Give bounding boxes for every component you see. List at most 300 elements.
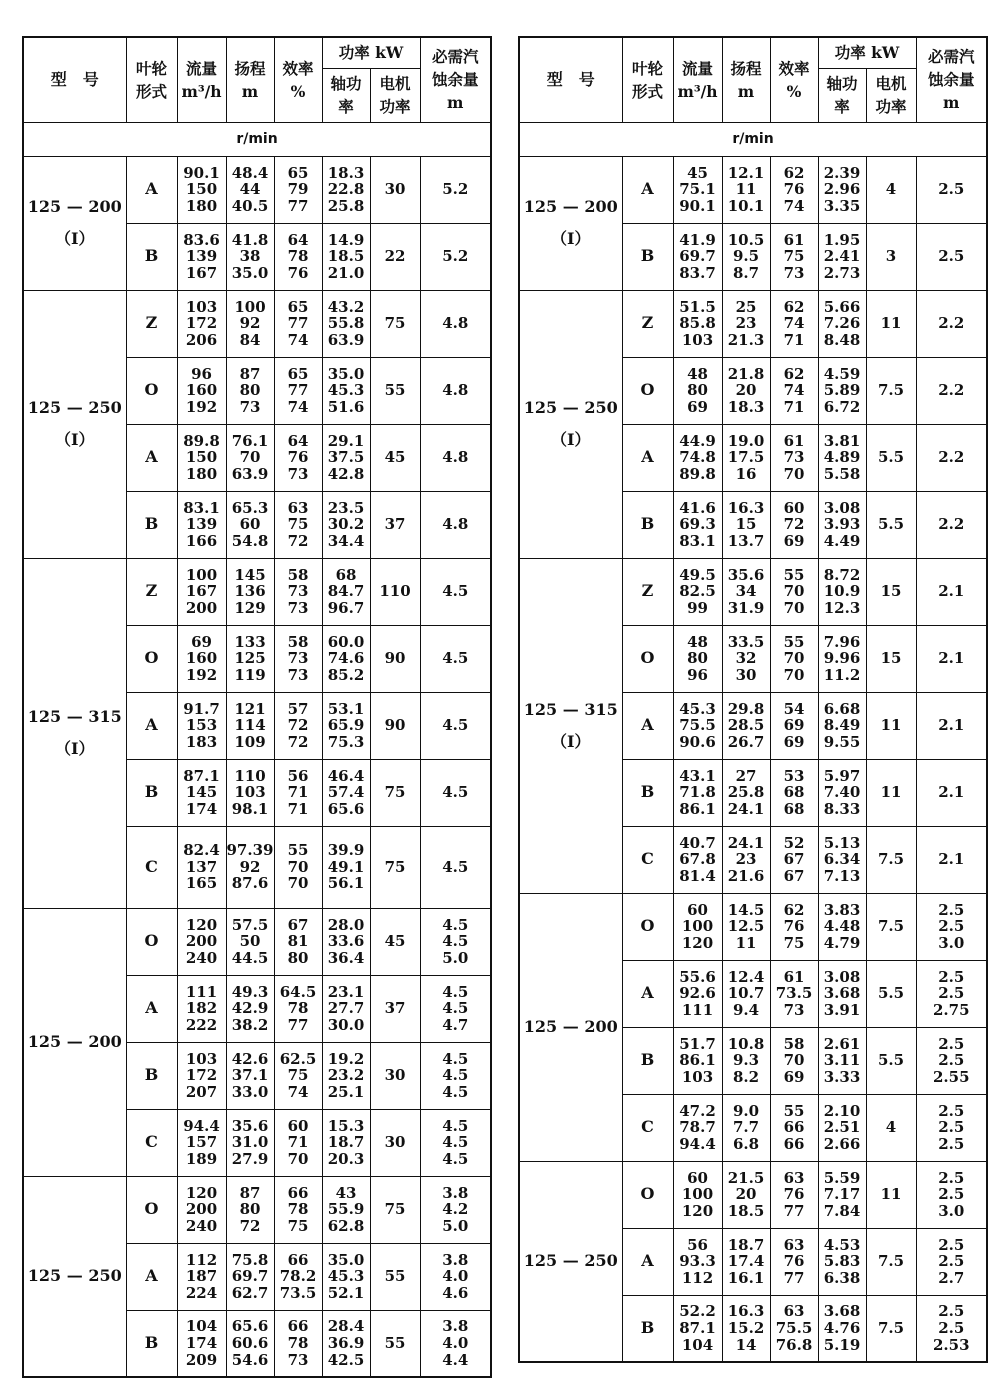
shaft-power-values	[818, 893, 866, 960]
npsh-values	[916, 1161, 987, 1228]
head-value: 12.4	[727, 967, 765, 986]
npsh-values	[916, 223, 987, 290]
flow-value: 69	[191, 632, 212, 651]
impeller-type: A	[126, 692, 177, 759]
impeller-type: O	[126, 625, 177, 692]
npsh-value: 4.0	[442, 1267, 469, 1286]
flow-value: 85.8	[679, 314, 716, 333]
flow-value: 80	[687, 649, 708, 668]
header-npsh-line: 蚀余量	[431, 70, 479, 90]
flow-value: 51.5	[679, 297, 716, 316]
shaft-power-value: 2.96	[823, 180, 861, 199]
npsh-values	[420, 1176, 491, 1243]
motor-power-value: 45	[370, 424, 420, 491]
head-value: 21.3	[727, 330, 765, 349]
flow-value: 94.4	[183, 1116, 220, 1135]
shaft-power-value: 28.4	[327, 1317, 365, 1336]
efficiency-value: 70	[783, 1051, 805, 1070]
flow-value: 44.9	[679, 431, 716, 450]
shaft-power-value: 15.3	[327, 1116, 365, 1135]
npsh-values	[916, 1094, 987, 1161]
shaft-power-values	[322, 759, 370, 826]
shaft-power-values	[818, 826, 866, 893]
flow-value: 60	[687, 900, 708, 919]
flow-values	[177, 625, 226, 692]
header-npsh-line: 蚀余量	[927, 70, 975, 90]
efficiency-value: 73	[783, 448, 805, 467]
flow-value: 120	[185, 915, 218, 934]
head-value: 20	[735, 381, 757, 400]
npsh-value: 2.2	[938, 381, 965, 400]
shaft-power-value: 30.0	[327, 1015, 365, 1034]
npsh-value: 2.5	[938, 1168, 965, 1187]
impeller-type: A	[126, 156, 177, 223]
head-value: 100	[234, 297, 266, 316]
shaft-power-values	[818, 625, 866, 692]
shaft-power-value: 34.4	[327, 531, 365, 550]
npsh-value: 2.5	[938, 917, 965, 936]
npsh-values	[420, 424, 491, 491]
header-npsh-line: m	[943, 93, 960, 113]
impeller-type: O	[622, 357, 673, 424]
shaft-power-values	[322, 290, 370, 357]
head-value: 29.8	[727, 699, 765, 718]
flow-values	[673, 491, 722, 558]
head-value: 72	[239, 1216, 261, 1235]
flow-values	[673, 692, 722, 759]
efficiency-value: 74	[287, 397, 309, 416]
head-value: 25	[735, 297, 757, 316]
shaft-power-value: 5.59	[823, 1168, 861, 1187]
flow-values	[177, 1042, 226, 1109]
head-value: 50	[239, 932, 261, 951]
head-value: 16	[735, 464, 757, 483]
npsh-value: 4.0	[442, 1333, 469, 1352]
npsh-value: 2.1	[938, 850, 965, 869]
flow-value: 90.1	[679, 196, 716, 215]
shaft-power-value: 11.2	[823, 665, 861, 684]
head-values	[722, 223, 770, 290]
shaft-power-value: 7.17	[823, 1185, 861, 1204]
head-value: 65.3	[231, 498, 269, 517]
npsh-value: 4.5	[442, 1066, 469, 1085]
flow-values	[177, 357, 226, 424]
head-value: 119	[234, 665, 266, 684]
npsh-value: 4.5	[442, 915, 469, 934]
head-value: 76.1	[231, 431, 269, 450]
efficiency-values	[770, 290, 818, 357]
npsh-value: 2.2	[938, 448, 965, 467]
model-name: 125 — 200	[523, 1017, 618, 1036]
motor-power-value: 55	[370, 1243, 420, 1310]
efficiency-value: 70	[783, 598, 805, 617]
efficiency-value: 69	[783, 531, 805, 550]
npsh-value: 4.5	[442, 1049, 469, 1068]
table-row	[23, 558, 491, 625]
flow-value: 49.5	[679, 565, 716, 584]
head-value: 129	[234, 598, 266, 617]
npsh-value: 5.0	[442, 1216, 469, 1235]
head-value: 57.5	[231, 915, 269, 934]
head-value: 25.8	[727, 783, 765, 802]
flow-values	[673, 357, 722, 424]
flow-values	[673, 558, 722, 625]
efficiency-value: 73	[287, 582, 309, 601]
flow-value: 182	[185, 999, 218, 1018]
flow-values	[673, 424, 722, 491]
shaft-power-value: 8.48	[823, 330, 861, 349]
efficiency-value: 55	[783, 1101, 805, 1120]
npsh-value: 4.5	[442, 1149, 469, 1168]
flow-value: 91.7	[183, 699, 220, 718]
efficiency-values	[770, 1027, 818, 1094]
flow-value: 172	[185, 314, 218, 333]
head-value: 31.0	[231, 1133, 269, 1152]
head-value: 49.3	[231, 982, 269, 1001]
efficiency-value: 72	[287, 732, 309, 751]
motor-power-value: 22	[370, 223, 420, 290]
efficiency-values	[770, 491, 818, 558]
motor-power-value: 11	[866, 290, 916, 357]
shaft-power-value: 5.83	[823, 1252, 861, 1271]
npsh-value: 2.75	[932, 1000, 970, 1019]
model-cell	[519, 893, 622, 1161]
model-suffix: （Ⅰ）	[551, 430, 591, 449]
head-values	[722, 1228, 770, 1295]
shaft-power-value: 20.3	[327, 1149, 365, 1168]
efficiency-value: 81	[287, 932, 309, 951]
head-values	[722, 357, 770, 424]
shaft-power-value: 7.26	[823, 314, 861, 333]
head-value: 37.1	[231, 1066, 269, 1085]
motor-power-value: 45	[370, 908, 420, 975]
efficiency-value: 61	[783, 230, 805, 249]
efficiency-value: 77	[783, 1201, 805, 1220]
flow-value: 100	[681, 1185, 714, 1204]
impeller-type: Z	[622, 290, 673, 357]
flow-value: 224	[185, 1283, 218, 1302]
motor-power-value: 37	[370, 975, 420, 1042]
efficiency-value: 76	[783, 180, 805, 199]
impeller-type: O	[126, 357, 177, 424]
flow-value: 75.1	[679, 180, 716, 199]
header-power: 功率 kW	[322, 37, 420, 68]
efficiency-value: 70	[287, 857, 309, 876]
efficiency-value: 53	[783, 766, 805, 785]
shaft-power-values	[818, 960, 866, 1027]
head-values	[226, 908, 274, 975]
head-values	[722, 491, 770, 558]
npsh-values	[916, 1228, 987, 1295]
flow-value: 45	[687, 163, 708, 182]
npsh-values	[420, 290, 491, 357]
shaft-power-value: 28.0	[327, 915, 365, 934]
flow-value: 74.8	[679, 448, 716, 467]
head-value: 14.5	[727, 900, 765, 919]
npsh-value: 3.8	[442, 1183, 469, 1202]
shaft-power-value: 2.51	[823, 1118, 861, 1137]
header-npsh-line: 必需汽	[927, 47, 975, 67]
header-npsh	[916, 37, 987, 122]
head-value: 10.8	[727, 1034, 765, 1053]
flow-value: 112	[681, 1268, 714, 1287]
motor-power-value: 75	[370, 826, 420, 908]
efficiency-value: 77	[287, 1015, 309, 1034]
model-suffix: （Ⅰ）	[55, 229, 95, 248]
shaft-power-value: 2.41	[823, 247, 861, 266]
flow-values	[177, 1310, 226, 1377]
head-value: 65.6	[231, 1317, 269, 1336]
shaft-power-value: 12.3	[823, 598, 861, 617]
shaft-power-values	[322, 424, 370, 491]
flow-value: 166	[185, 531, 218, 550]
flow-value: 139	[185, 515, 218, 534]
npsh-values	[916, 1295, 987, 1362]
shaft-power-value: 36.9	[327, 1333, 365, 1352]
model-cell	[23, 290, 126, 558]
head-values	[722, 625, 770, 692]
flow-value: 87.1	[183, 766, 220, 785]
flow-values	[177, 558, 226, 625]
head-values	[722, 290, 770, 357]
flow-value: 150	[185, 180, 218, 199]
head-values	[722, 893, 770, 960]
motor-power-value: 55	[370, 1310, 420, 1377]
npsh-value: 2.5	[938, 180, 965, 199]
flow-value: 83.7	[679, 263, 716, 282]
motor-power-value: 7.5	[866, 357, 916, 424]
npsh-value: 2.5	[938, 1318, 965, 1337]
impeller-type: A	[622, 156, 673, 223]
efficiency-values	[274, 558, 322, 625]
shaft-power-values	[322, 558, 370, 625]
flow-value: 104	[185, 1317, 218, 1336]
head-value: 10.7	[727, 984, 765, 1003]
efficiency-value: 63	[783, 1302, 805, 1321]
table-row	[23, 156, 491, 223]
header-flow	[673, 37, 722, 122]
shaft-power-value: 7.13	[823, 866, 861, 885]
efficiency-value: 76	[783, 1252, 805, 1271]
efficiency-values	[274, 826, 322, 908]
shaft-power-value: 52.1	[327, 1283, 365, 1302]
efficiency-values	[274, 290, 322, 357]
shaft-power-value: 2.61	[823, 1034, 861, 1053]
head-values	[722, 692, 770, 759]
head-value: 11	[735, 180, 757, 199]
head-value: 18.3	[727, 397, 765, 416]
efficiency-value: 60	[783, 498, 805, 517]
flow-value: 103	[681, 1067, 714, 1086]
flow-values	[673, 223, 722, 290]
motor-power-value: 75	[370, 290, 420, 357]
header-impeller	[622, 37, 673, 122]
shaft-power-value: 3.08	[823, 498, 861, 517]
shaft-power-value: 62.8	[327, 1216, 365, 1235]
impeller-type: A	[622, 424, 673, 491]
head-values	[226, 1310, 274, 1377]
efficiency-value: 77	[287, 196, 309, 215]
npsh-value: 2.1	[938, 649, 965, 668]
efficiency-values	[770, 692, 818, 759]
flow-value: 103	[681, 330, 714, 349]
shaft-power-values	[322, 826, 370, 908]
head-value: 9.3	[732, 1051, 760, 1070]
npsh-value: 2.5	[938, 1051, 965, 1070]
pump-spec-table-right	[518, 36, 988, 1363]
shaft-power-value: 65.6	[327, 799, 365, 818]
shaft-power-value: 2.39	[823, 163, 861, 182]
shaft-power-value: 4.76	[823, 1318, 861, 1337]
flow-value: 80	[687, 381, 708, 400]
shaft-power-value: 43	[335, 1183, 357, 1202]
npsh-values	[420, 625, 491, 692]
head-value: 109	[234, 732, 266, 751]
model-name: 125 — 200	[523, 197, 618, 216]
head-value: 21.5	[727, 1168, 765, 1187]
shaft-power-value: 8.49	[823, 716, 861, 735]
efficiency-value: 73	[783, 1000, 805, 1019]
model-cell	[23, 1176, 126, 1377]
shaft-power-value: 5.13	[823, 833, 861, 852]
efficiency-values	[770, 759, 818, 826]
npsh-values	[420, 826, 491, 908]
flow-value: 41.6	[679, 498, 716, 517]
head-value: 9.5	[732, 247, 760, 266]
table-row	[519, 1161, 987, 1228]
head-value: 13.7	[727, 531, 765, 550]
flow-value: 240	[185, 948, 218, 967]
head-value: 16.3	[727, 1302, 765, 1321]
head-value: 23	[735, 314, 757, 333]
npsh-value: 2.5	[938, 1302, 965, 1321]
pump-spec-table-left	[22, 36, 492, 1378]
efficiency-value: 67	[287, 915, 309, 934]
efficiency-value: 78	[287, 247, 309, 266]
head-value: 80	[239, 381, 261, 400]
npsh-values	[420, 357, 491, 424]
npsh-value: 2.1	[938, 783, 965, 802]
impeller-type: C	[622, 1094, 673, 1161]
head-value: 54.8	[231, 531, 269, 550]
shaft-power-value: 6.34	[823, 850, 861, 869]
impeller-type: Z	[622, 558, 673, 625]
model-suffix: （Ⅰ）	[551, 229, 591, 248]
head-value: 11	[735, 933, 757, 952]
shaft-power-value: 49.1	[327, 857, 365, 876]
efficiency-value: 76	[287, 263, 309, 282]
flow-value: 172	[185, 1066, 218, 1085]
flow-value: 90.6	[679, 732, 716, 751]
impeller-type: Z	[126, 558, 177, 625]
npsh-values	[420, 1310, 491, 1377]
efficiency-value: 63	[287, 498, 309, 517]
header-impeller-line: 叶轮	[631, 58, 663, 78]
efficiency-value: 67	[783, 866, 805, 885]
head-value: 103	[234, 783, 266, 802]
efficiency-value: 72	[287, 716, 309, 735]
head-value: 38.2	[231, 1015, 269, 1034]
impeller-type: B	[126, 1310, 177, 1377]
flow-value: 104	[681, 1335, 714, 1354]
efficiency-values	[770, 893, 818, 960]
flow-value: 222	[185, 1015, 218, 1034]
shaft-power-values	[818, 424, 866, 491]
shaft-power-value: 5.89	[823, 381, 861, 400]
shaft-power-values	[818, 1295, 866, 1362]
flow-values	[673, 290, 722, 357]
flow-value: 145	[185, 783, 218, 802]
head-value: 87	[239, 1183, 261, 1202]
head-value: 92	[239, 314, 261, 333]
head-value: 7.7	[732, 1118, 760, 1137]
head-value: 80	[239, 1200, 261, 1219]
shaft-power-value: 3.68	[823, 984, 861, 1003]
head-value: 97.39	[226, 841, 274, 860]
shaft-power-value: 43.2	[327, 297, 365, 316]
header-npsh	[420, 37, 491, 122]
efficiency-values	[770, 1161, 818, 1228]
shaft-power-values	[322, 908, 370, 975]
shaft-power-value: 23.1	[327, 982, 365, 1001]
efficiency-value: 63	[783, 1235, 805, 1254]
shaft-power-value: 2.66	[823, 1134, 861, 1153]
header-motor-power	[370, 68, 420, 122]
efficiency-value: 65	[287, 297, 309, 316]
model-cell	[23, 558, 126, 908]
shaft-power-values	[818, 1228, 866, 1295]
efficiency-values	[274, 1109, 322, 1176]
efficiency-value: 76	[783, 1185, 805, 1204]
efficiency-value: 56	[287, 766, 309, 785]
efficiency-value: 66	[287, 1183, 309, 1202]
npsh-value: 2.5	[938, 984, 965, 1003]
model-name: 125 — 250	[27, 1266, 122, 1286]
model-cell	[519, 1161, 622, 1362]
header-flow-name: 流量	[185, 58, 217, 78]
efficiency-values	[274, 759, 322, 826]
flow-value: 52.2	[679, 1302, 716, 1321]
head-value: 60.6	[231, 1333, 269, 1352]
header-head-line: 扬程	[234, 58, 266, 78]
table-row	[519, 893, 987, 960]
npsh-value: 2.5	[938, 1034, 965, 1053]
shaft-power-value: 45.3	[327, 381, 365, 400]
efficiency-values	[770, 1228, 818, 1295]
npsh-value: 3.0	[938, 933, 965, 952]
flow-values	[673, 1161, 722, 1228]
shaft-power-value: 30.2	[327, 515, 365, 534]
flow-value: 111	[185, 982, 218, 1001]
shaft-power-values	[818, 759, 866, 826]
header-motor-power-line: 电机	[875, 74, 907, 93]
npsh-values	[916, 424, 987, 491]
efficiency-value: 74	[783, 196, 805, 215]
flow-value: 69.3	[679, 515, 716, 534]
flow-value: 120	[681, 1201, 714, 1220]
head-values	[226, 156, 274, 223]
flow-value: 89.8	[183, 431, 220, 450]
flow-values	[673, 1295, 722, 1362]
header-flow-unit: m³/h	[181, 81, 222, 101]
header-impeller-line: 形式	[631, 81, 663, 101]
model-cell	[519, 156, 622, 290]
npsh-value: 2.5	[938, 967, 965, 986]
flow-value: 206	[185, 330, 218, 349]
shaft-power-value: 33.6	[327, 932, 365, 951]
shaft-power-values	[818, 1094, 866, 1161]
flow-value: 78.7	[679, 1118, 716, 1137]
